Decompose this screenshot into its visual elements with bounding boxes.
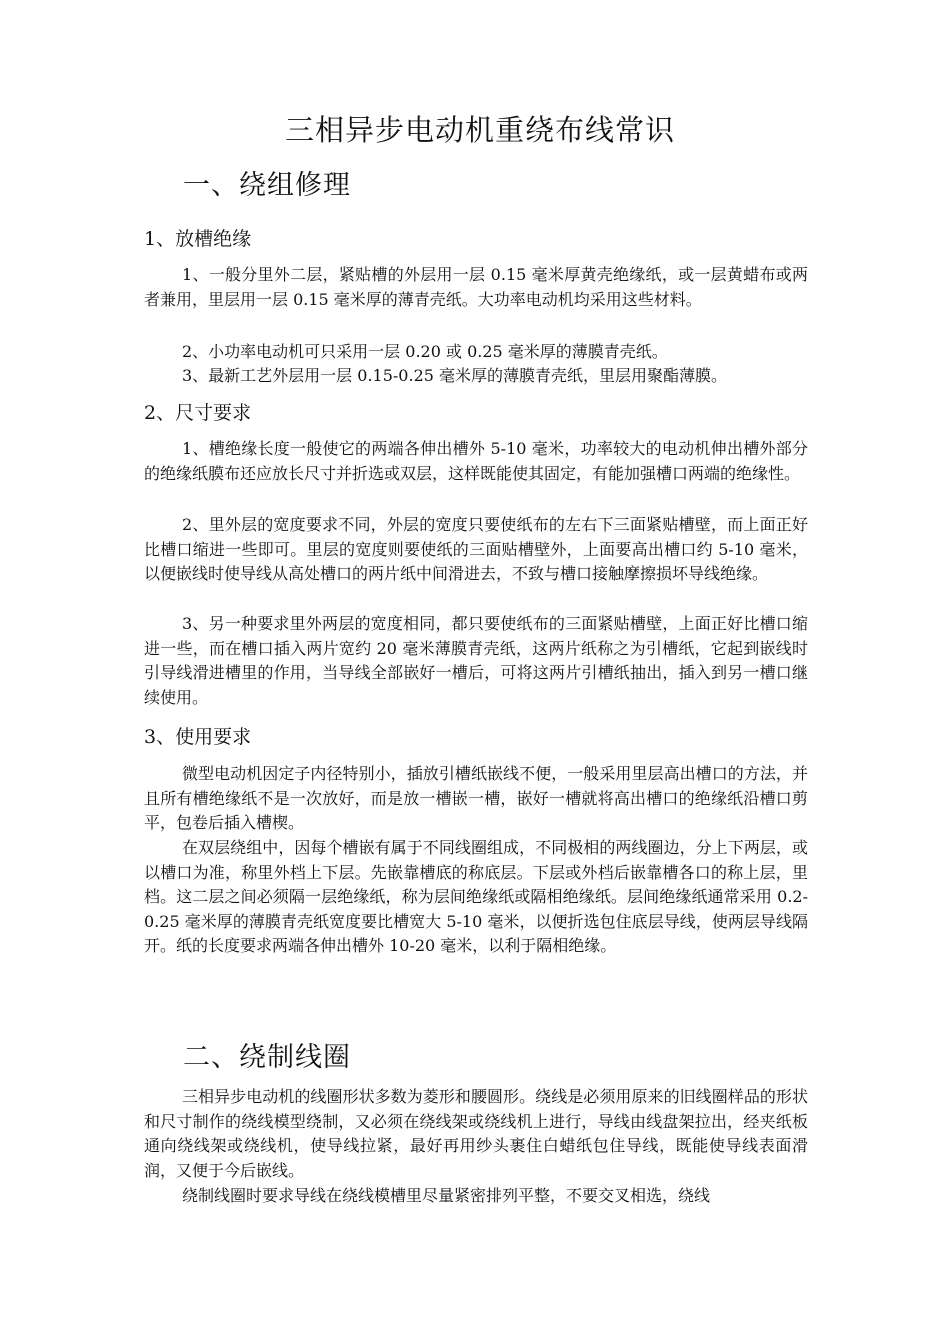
paragraph: 微型电动机因定子内径特别小，插放引槽纸嵌线不便，一般采用里层高出槽口的方法，并且所有槽绝缘纸不是一次放好，而是放一槽嵌一槽，嵌好一槽就将高出槽口的绝缘纸沿槽口剪平，包卷后插入槽楔。 [144,764,808,832]
paragraph: 绕制线圈时要求导线在绕线模槽里尽量紧密排列平整，不要交叉相选，绕线 [182,1186,711,1205]
section-heading-1: 1、放槽绝缘 [144,228,252,250]
paragraph: 3、最新工艺外层用一层 0.15-0.25 毫米厚的薄膜青壳纸，里层用聚酯薄膜。 [182,366,728,385]
paragraph: 2、里外层的宽度要求不同，外层的宽度只要使纸布的左右下三面紧贴槽壁，而上面正好比槽口缩进一些即可。里层的宽度则要使纸的三面贴槽壁外，上面要高出槽口约 5-10 毫米，以便嵌线时使导线从高处槽口的两片纸中间滑进去，不致与槽口接触摩擦损坏导线绝缘。 [144,515,808,583]
chapter-heading-1: 一、绕组修理 [183,170,351,201]
paragraph: 3、另一种要求里外两层的宽度相同，都只要使纸布的三面紧贴槽壁，上面正好比槽口缩进一些，而在槽口插入两片宽约 20 毫米薄膜青壳纸，这两片纸称之为引槽纸，它起到嵌线时引导线滑进槽里的作用，当导线全部嵌好一槽后，可将这两片引槽纸抽出，插入到另一槽口继续使用。 [144,614,808,707]
paragraph: 1、一般分里外二层，紧贴槽的外层用一层 0.15 毫米厚黄壳绝缘纸，或一层黄蜡布或两者兼用，里层用一层 0.15 毫米厚的薄青壳纸。大功率电动机均采用这些材料。 [144,265,808,309]
section-heading-2: 2、尺寸要求 [144,402,252,424]
chapter-heading-2: 二、绕制线圈 [183,1042,351,1073]
paragraph: 2、小功率电动机可只采用一层 0.20 或 0.25 毫米厚的薄膜青壳纸。 [182,342,668,361]
section-heading-3: 3、使用要求 [144,726,252,748]
document-title: 三相异步电动机重绕布线常识 [284,113,675,147]
paragraph: 1、槽绝缘长度一般使它的两端各伸出槽外 5-10 毫米，功率较大的电动机伸出槽外部分的绝缘纸膜布还应放长尺寸并折选或双层，这样既能使其固定，有能加强槽口两端的绝缘性。 [144,439,808,483]
paragraph: 三相异步电动机的线圈形状多数为菱形和腰圆形。绕线是必须用原来的旧线圈样品的形状和尺寸制作的绕线模型绕制，又必须在绕线架或绕线机上进行，导线由线盘架拉出，经夹纸板通向绕线架或绕线机，使导线拉紧，最好再用纱头裹住白蜡纸包住导线，既能使导线表面滑润，又便于今后嵌线。 [144,1087,808,1180]
paragraph: 在双层绕组中，因每个槽嵌有属于不同线圈组成，不同极相的两线圈边，分上下两层，或以槽口为准，称里外档上下层。先嵌靠槽底的称底层。下层或外档后嵌靠槽各口的称上层，里档。这二层之间必须隔一层绝缘纸，称为层间绝缘纸或隔相绝缘纸。层间绝缘纸通常采用 0.2-0.25 毫米厚的薄膜青壳纸宽度要比槽宽大 5-10 毫米，以便折选包住底层导线，使两层导线隔开。纸的长度要求两端各伸出槽外 10-20 毫米，以利于隔相绝缘。 [144,838,808,955]
